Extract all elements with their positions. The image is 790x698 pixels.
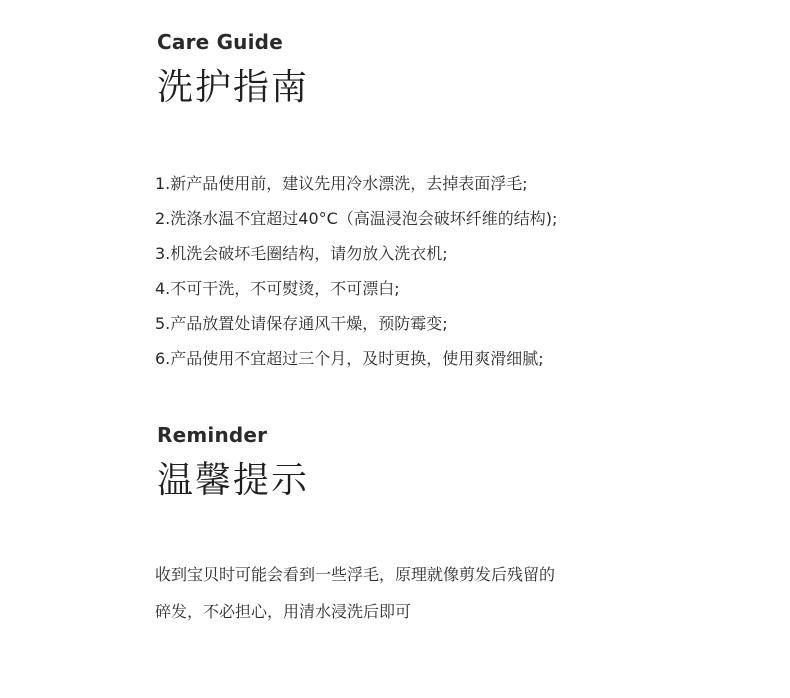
care-guide-item: 6.产品使用不宜超过三个月，及时更换，使用爽滑细腻; bbox=[155, 349, 544, 368]
care-guide-item: 1.新产品使用前，建议先用冷水漂洗，去掉表面浮毛; bbox=[155, 174, 528, 193]
care-guide-item: 5.产品放置处请保存通风干燥，预防霉变; bbox=[155, 314, 448, 333]
reminder-line: 碎发，不必担心，用清水浸洗后即可 bbox=[155, 602, 412, 621]
reminder-body bbox=[155, 566, 555, 640]
reminder-title-en: Reminder bbox=[157, 423, 268, 447]
care-guide-item: 4.不可干洗，不可熨烫，不可漂白; bbox=[155, 279, 400, 298]
care-guide-title-cn: 洗护指南 bbox=[157, 67, 310, 108]
care-guide-header bbox=[157, 30, 309, 110]
reminder-header bbox=[157, 423, 309, 503]
care-guide-list bbox=[155, 175, 557, 385]
care-guide-title-en: Care Guide bbox=[157, 30, 283, 54]
reminder-title-cn: 温馨提示 bbox=[157, 460, 310, 501]
care-guide-item: 3.机洗会破坏毛圈结构，请勿放入洗衣机; bbox=[155, 244, 448, 263]
reminder-line: 收到宝贝时可能会看到一些浮毛，原理就像剪发后残留的 bbox=[155, 565, 556, 584]
care-guide-item: 2.洗涤水温不宜超过40°C（高温浸泡会破坏纤维的结构); bbox=[155, 209, 558, 228]
